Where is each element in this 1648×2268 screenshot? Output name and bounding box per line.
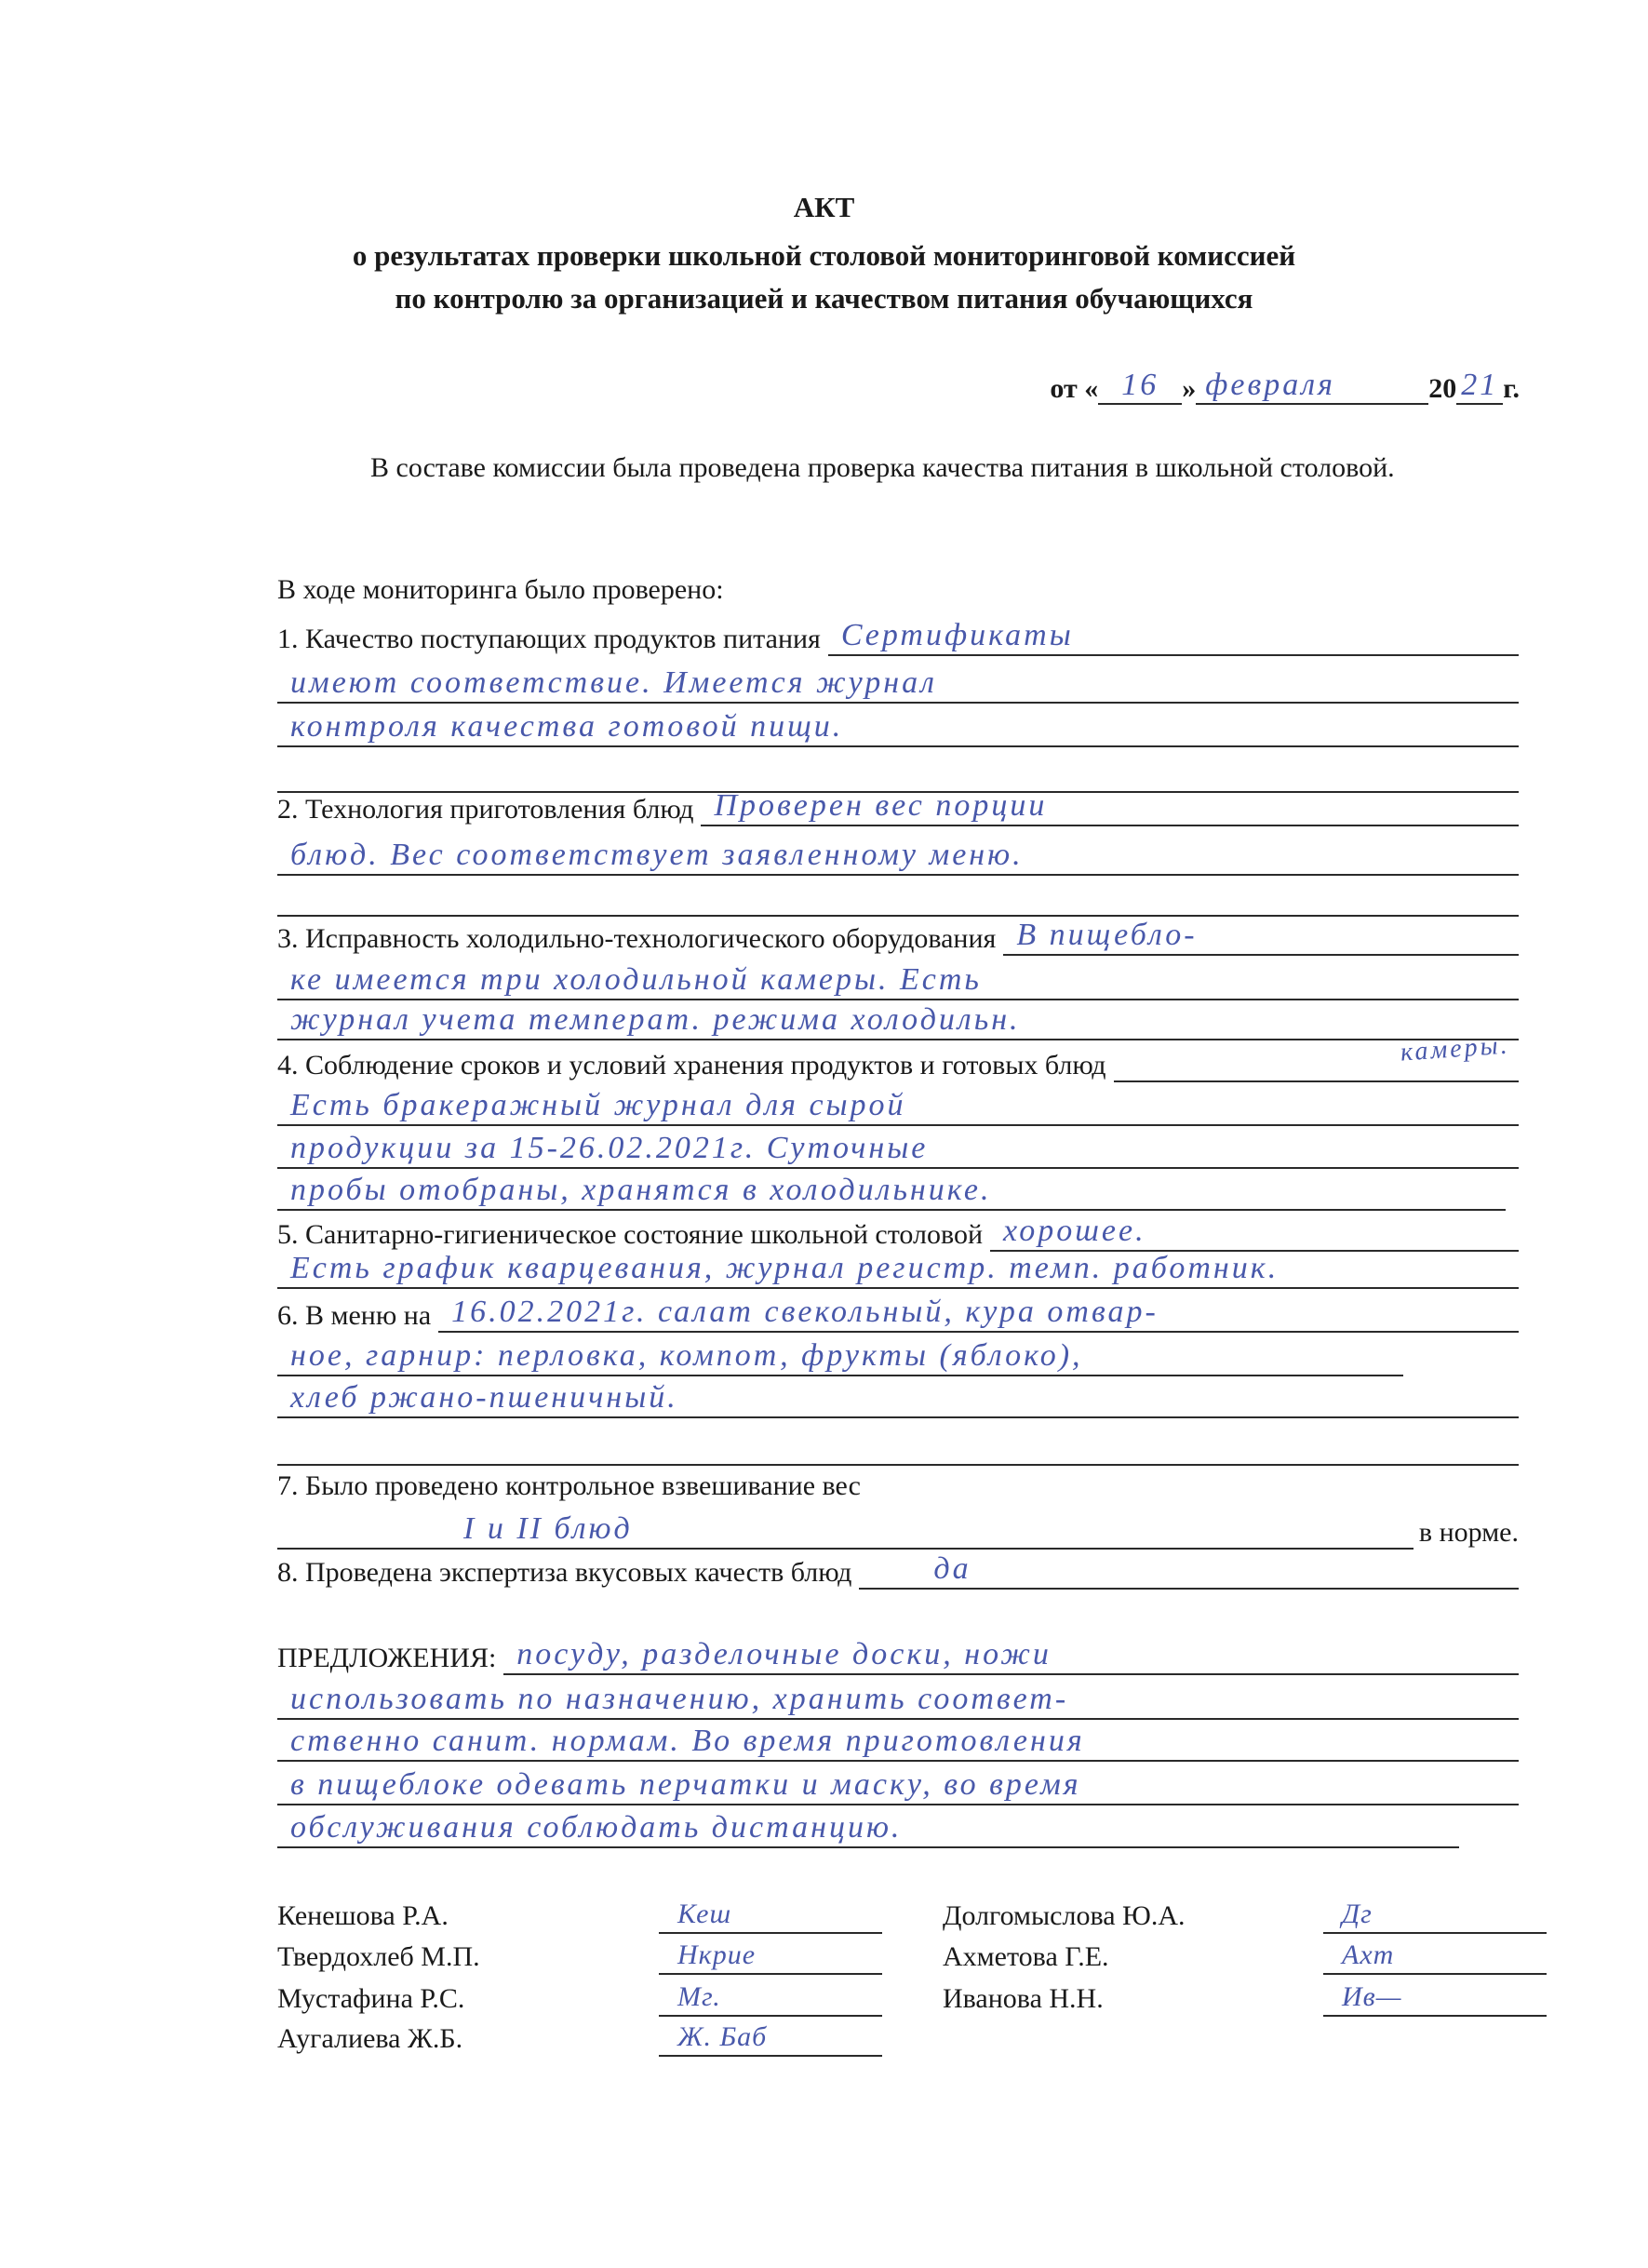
- checklist-item-3-line: [277, 960, 1519, 1000]
- document-subtitle: о результатах проверки школьной столовой мониторинговой комиссией: [352, 239, 1296, 272]
- checklist-item-4-line: [277, 1085, 1519, 1126]
- date-year-prefix: 20: [1428, 373, 1457, 404]
- checked-heading: В ходе мониторинга было проверено:: [277, 574, 724, 605]
- checklist-item-6-line: [277, 1425, 1519, 1466]
- answer-field: [277, 1811, 1459, 1848]
- answer-field: [1114, 1045, 1519, 1082]
- signatory-name: Твердохлеб М.П.: [277, 1941, 480, 1972]
- handwritten-text: 16.02.2021г. салат свекольный, кура отвар-: [451, 1295, 1159, 1329]
- date-day: 16: [1121, 368, 1159, 402]
- handwritten-text: обслуживания соблюдать дистанцию.: [290, 1810, 903, 1845]
- signature-line: [659, 2021, 882, 2057]
- answer-field: [277, 1429, 1519, 1466]
- answer-field: [277, 1003, 1519, 1040]
- handwritten-text: имеют соответствие. Имеется журнал: [290, 665, 937, 700]
- document-date: [1050, 368, 1520, 405]
- signature-line: [659, 1939, 882, 1975]
- checklist-item-3-line: [277, 1000, 1519, 1040]
- signatory-name: Кенешова Р.А.: [277, 1900, 449, 1931]
- item-label: 2. Технология приготовления блюд: [277, 794, 694, 825]
- handwritten-text: да: [933, 1551, 971, 1586]
- handwritten-text: продукции за 15-26.02.2021г. Суточные: [290, 1131, 929, 1165]
- checklist-item-2: [277, 785, 1519, 826]
- answer-field: [438, 1295, 1519, 1333]
- handwritten-text: ственно санит. нормам. Во время приготовления: [290, 1724, 1085, 1758]
- handwritten-text: журнал учета температ. режима холодильн.: [290, 1002, 1021, 1037]
- checklist-item-7-answer: [277, 1509, 1519, 1550]
- signature: Кеш: [677, 1899, 732, 1929]
- checklist-item-4-line: [277, 1170, 1506, 1211]
- signatory-name: Иванова Н.Н.: [943, 1983, 1104, 2014]
- date-year: 21: [1461, 368, 1499, 402]
- signature: Ахт: [1342, 1939, 1395, 1970]
- proposals-line: [277, 1721, 1519, 1762]
- signature-line: [659, 1981, 882, 2017]
- checklist-item-5-line: [277, 1248, 1519, 1289]
- handwritten-text: Есть график кварцевания, журнал регистр. темп. работник.: [290, 1251, 1280, 1285]
- checklist-item-1-line: [277, 663, 1519, 704]
- date-year-field: [1456, 368, 1503, 405]
- answer-field: [277, 1768, 1519, 1805]
- date-prefix: от «: [1050, 373, 1099, 404]
- item-label: 6. В меню на: [277, 1300, 432, 1331]
- signatory-name: Долгомыслова Ю.А.: [943, 1900, 1186, 1931]
- answer-field: [277, 963, 1519, 1000]
- answer-field: [990, 1215, 1519, 1252]
- checklist-item-4-line: [277, 1128, 1519, 1169]
- answer-field: [277, 1683, 1519, 1720]
- signature-line: [659, 1899, 882, 1934]
- date-suffix: г.: [1503, 373, 1520, 404]
- handwritten-text: ное, гарнир: перловка, компот, фрукты (яблоко),: [290, 1338, 1083, 1373]
- checklist-item-1: [277, 615, 1519, 656]
- signature: Дг: [1342, 1899, 1373, 1929]
- date-month-field: [1196, 368, 1428, 405]
- answer-field: [277, 1339, 1403, 1376]
- signatory-name: Аугалиева Ж.Б.: [277, 2023, 463, 2054]
- answer-field: [277, 1252, 1519, 1289]
- item-label: 7. Было проведено контрольное взвешивание вес: [277, 1470, 861, 1501]
- answer-field: [277, 1724, 1519, 1762]
- answer-field: [277, 879, 1519, 917]
- handwritten-text: I и II блюд: [463, 1511, 633, 1546]
- answer-field: [277, 1381, 1519, 1418]
- handwritten-text: Есть бракеражный журнал для сырой: [290, 1088, 906, 1122]
- handwritten-text: в пищеблоке одевать перчатки и маску, во время: [290, 1767, 1081, 1802]
- proposals-line: [277, 1807, 1459, 1848]
- item-label: 8. Проведена экспертиза вкусовых качеств блюд: [277, 1557, 852, 1588]
- handwritten-text: камеры.: [1399, 1030, 1511, 1067]
- date-day-field: [1098, 368, 1182, 405]
- proposals-line: [277, 1679, 1519, 1720]
- handwritten-text: посуду, разделочные доски, ножи: [516, 1637, 1052, 1671]
- item-label: 5. Санитарно-гигиеническое состояние школьной столовой: [277, 1219, 983, 1250]
- checklist-item-8: [277, 1549, 1519, 1590]
- document-title: АКТ: [793, 191, 855, 223]
- signature: Нкрие: [677, 1939, 757, 1970]
- document-subtitle: по контролю за организацией и качеством питания обучающихся: [395, 282, 1253, 315]
- proposals-label: ПРЕДЛОЖЕНИЯ:: [277, 1643, 497, 1673]
- answer-field: [859, 1552, 1519, 1590]
- item-label: 4. Соблюдение сроков и условий хранения продуктов и готовых блюд: [277, 1050, 1106, 1080]
- answer-field: [277, 666, 1519, 704]
- signature: Мг.: [677, 1981, 721, 2012]
- answer-field: [277, 839, 1519, 876]
- signature-line: [1323, 1899, 1547, 1934]
- date-mid: »: [1182, 373, 1197, 404]
- proposals: [277, 1634, 1519, 1675]
- handwritten-text: хлеб ржано-пшеничный.: [290, 1380, 678, 1415]
- intro-paragraph: В составе комиссии была проведена проверка качества питания в школьной столовой.: [370, 452, 1395, 483]
- handwritten-text: пробы отобраны, хранятся в холодильнике.: [290, 1173, 992, 1207]
- date-month: февраля: [1205, 368, 1335, 402]
- proposals-line: [277, 1765, 1519, 1805]
- checklist-item-6-line: [277, 1377, 1519, 1418]
- handwritten-text: использовать по назначению, хранить соответ-: [290, 1682, 1069, 1716]
- handwritten-text: хорошее.: [1003, 1214, 1146, 1248]
- answer-field: [503, 1638, 1519, 1675]
- item-label: 1. Качество поступающих продуктов питания: [277, 624, 821, 654]
- handwritten-text: В пищебло-: [1016, 918, 1198, 952]
- signature-line: [1323, 1939, 1547, 1975]
- answer-field: [277, 1174, 1506, 1211]
- checklist-item-5: [277, 1211, 1519, 1252]
- answer-field: [1003, 919, 1519, 956]
- handwritten-text: Проверен вес порции: [714, 788, 1048, 823]
- checklist-item-3: [277, 915, 1519, 956]
- handwritten-text: Сертификаты: [840, 618, 1074, 652]
- signature: Ж. Баб: [677, 2021, 768, 2052]
- checklist-item-4: [277, 1041, 1519, 1082]
- answer-field: [701, 789, 1519, 826]
- checklist-item-6: [277, 1292, 1519, 1333]
- item-label: 3. Исправность холодильно-технологического оборудования: [277, 923, 997, 954]
- checklist-item-2-line: [277, 835, 1519, 876]
- item-suffix: в норме.: [1418, 1517, 1519, 1548]
- answer-field: [277, 1512, 1414, 1550]
- answer-field: [277, 710, 1519, 747]
- answer-field: [277, 1089, 1519, 1126]
- signatory-name: Ахметова Г.Е.: [943, 1941, 1109, 1972]
- checklist-item-2-line: [277, 876, 1519, 917]
- answer-field: [828, 619, 1519, 656]
- signature-line: [1323, 1981, 1547, 2017]
- handwritten-text: блюд. Вес соответствует заявленному меню.: [290, 838, 1024, 872]
- checklist-item-7: [277, 1462, 1519, 1503]
- signatory-name: Мустафина Р.С.: [277, 1983, 465, 2014]
- checklist-item-6-line: [277, 1335, 1403, 1376]
- handwritten-text: ке имеется три холодильной камеры. Есть: [290, 962, 982, 997]
- signature: Ив—: [1342, 1981, 1402, 2012]
- handwritten-text: контроля качества готовой пищи.: [290, 709, 844, 744]
- checklist-item-1-line: [277, 706, 1519, 747]
- answer-field: [277, 1132, 1519, 1169]
